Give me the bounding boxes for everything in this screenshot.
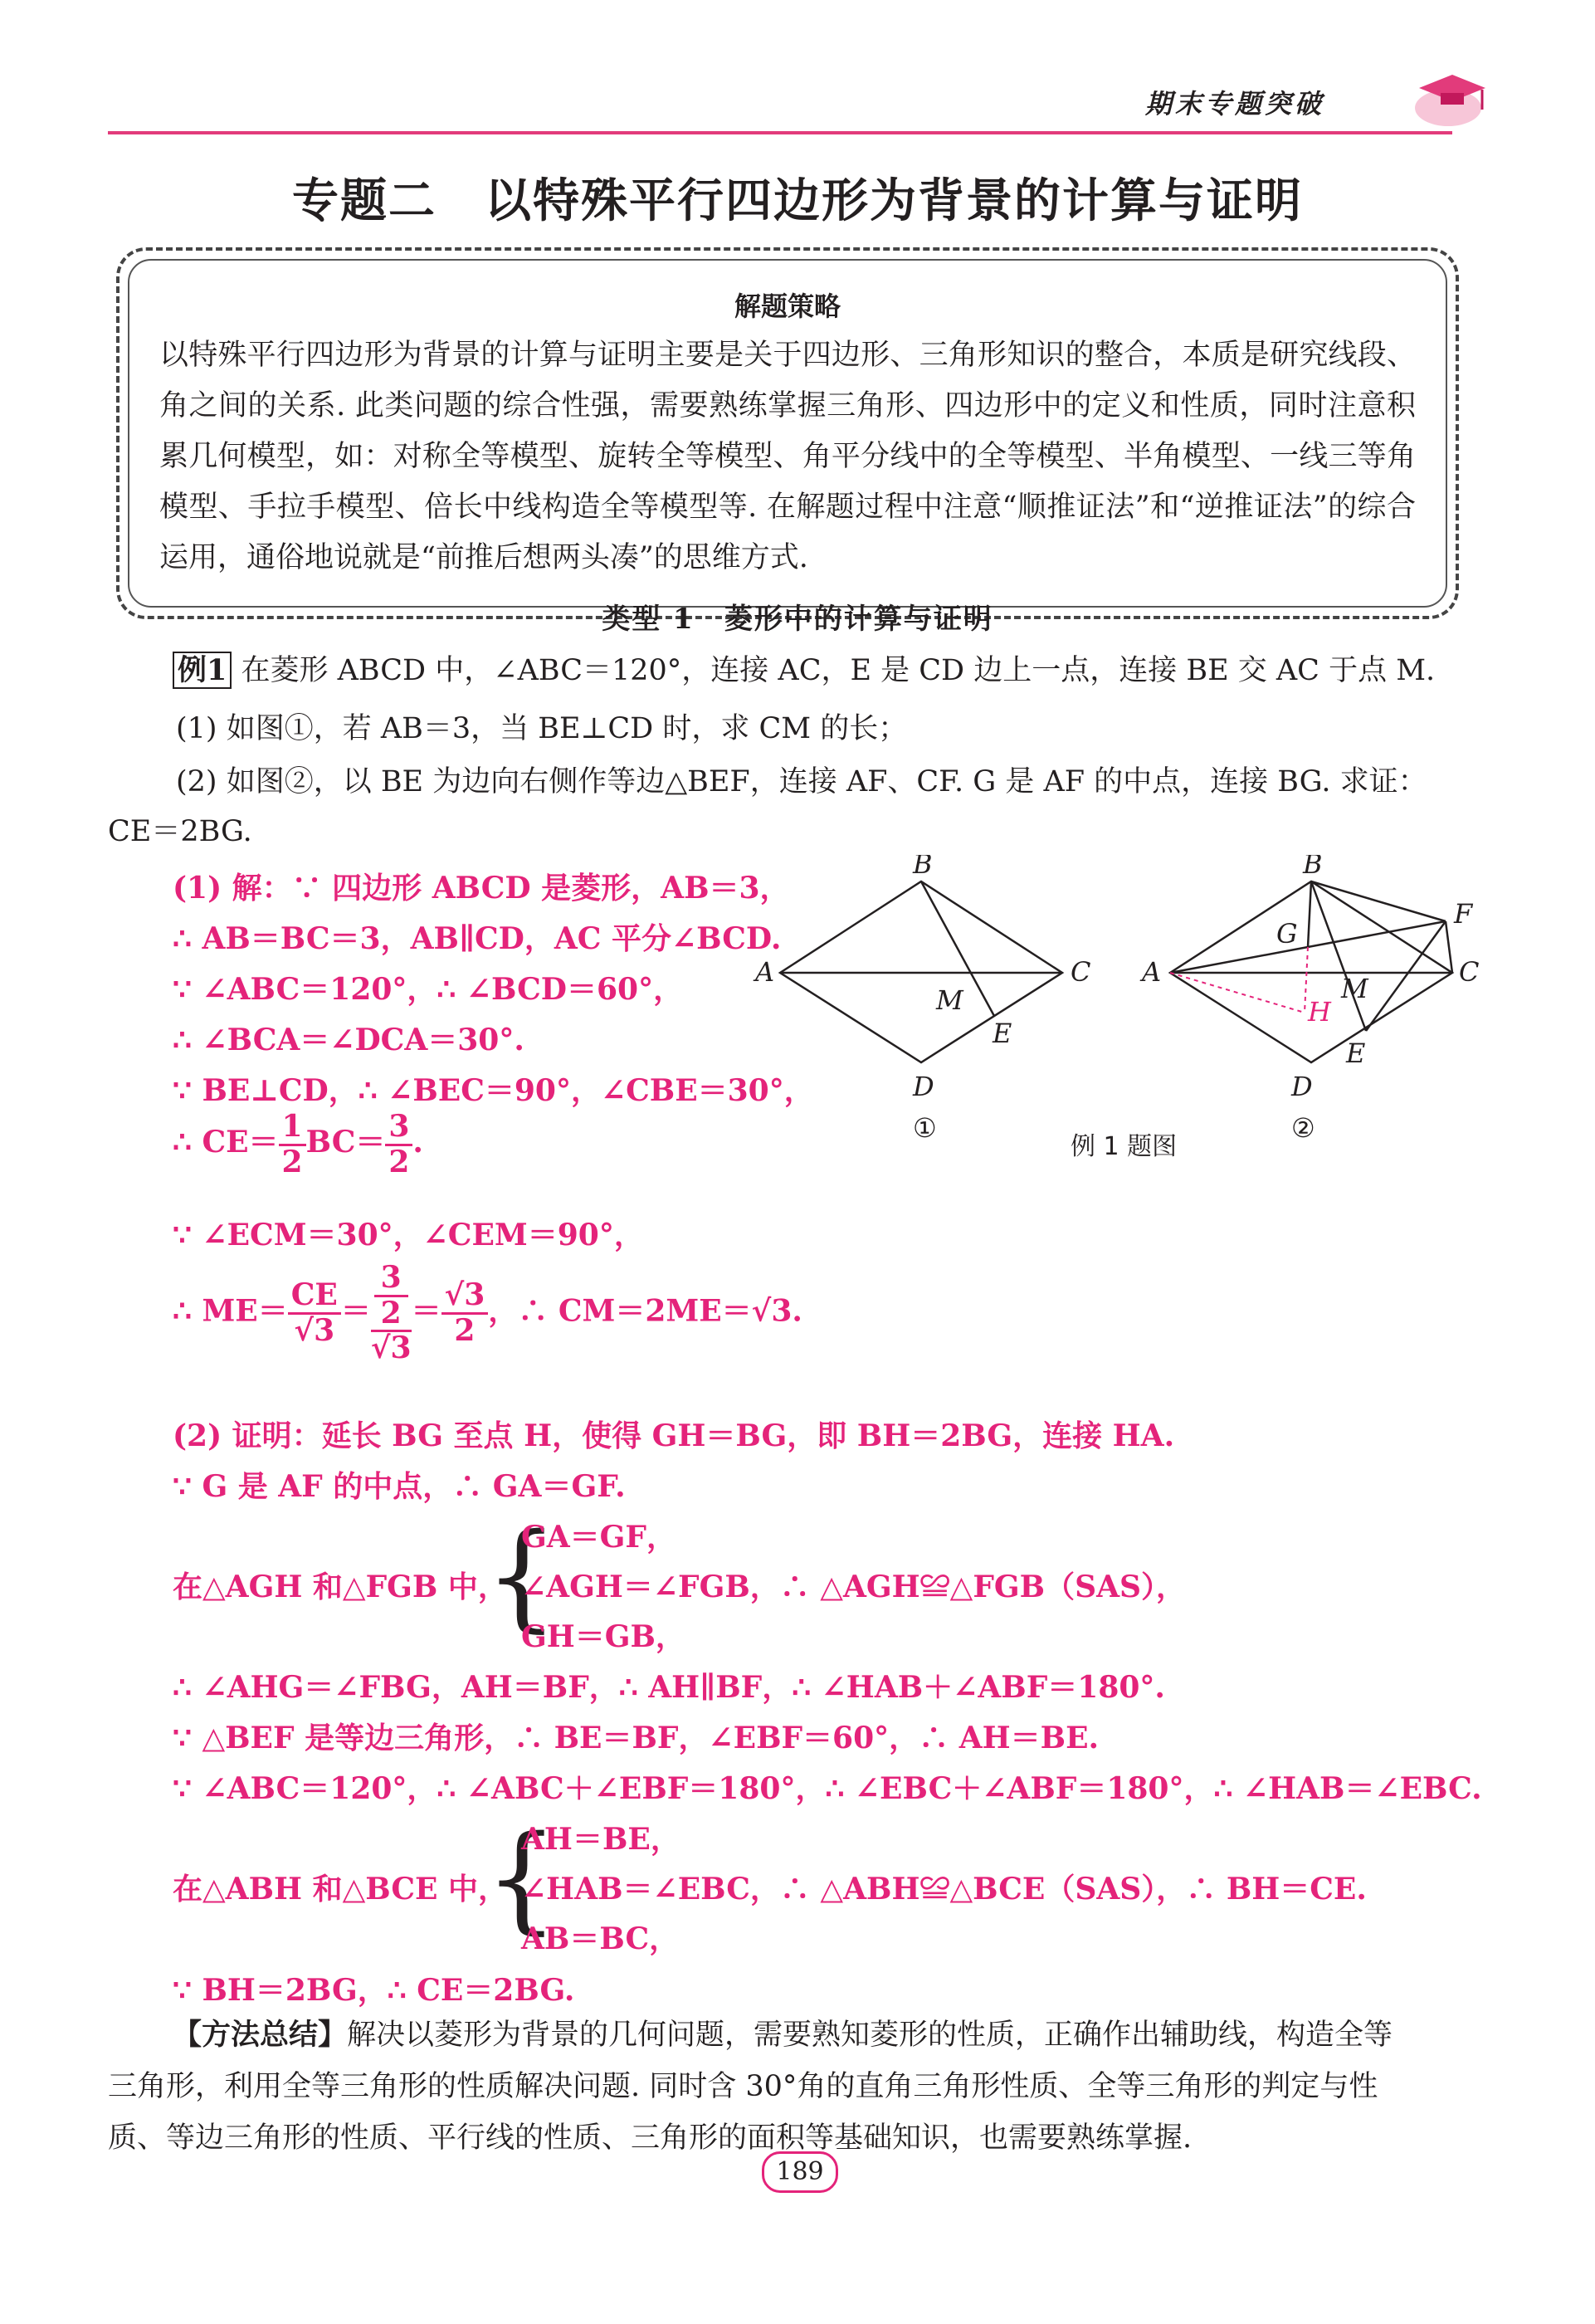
numerator xyxy=(371,1262,412,1332)
fig2-label-c: C xyxy=(1459,956,1480,988)
sol-line: ∵ G 是 AF 的中点，∴ GA＝GF. xyxy=(173,1469,626,1504)
segment-bg xyxy=(1308,881,1311,947)
method-line-3: 质、等边三角形的性质、平行线的性质、三角形的面积等基础知识，也需要熟练掌握. xyxy=(108,2121,1193,2155)
left-brace: { xyxy=(485,1811,559,1946)
figure-1 xyxy=(780,881,1062,1062)
fraction xyxy=(279,1111,306,1179)
figure-caption: 例 1 题图 xyxy=(1071,1132,1178,1161)
sol-line: ∵ ∠ABC＝120°，∴ ∠ABC＋∠EBF＝180°，∴ ∠EBC＋∠ABF＝180°，∴ ∠HAB＝∠EBC. xyxy=(173,1771,1482,1806)
denominator: √3 xyxy=(370,1330,412,1366)
sol-line: ∴ AB＝BC＝3，AB∥CD，AC 平分∠BCD. xyxy=(173,921,782,956)
fraction xyxy=(288,1279,341,1347)
question-1: (1) 如图①，若 AB＝3，当 BE⊥CD 时，求 CM 的长； xyxy=(176,712,908,745)
numerator: 3 xyxy=(374,1262,408,1297)
sol-text: GH＝GB， xyxy=(521,1619,685,1654)
fig1-number: ① xyxy=(913,1112,937,1144)
example-stem xyxy=(173,654,1435,687)
fig1-label-e: E xyxy=(993,1018,1012,1049)
type-title: 类型 1 菱形中的计算与证明 xyxy=(602,603,993,636)
strategy-heading: 解题策略 xyxy=(734,290,841,322)
page-title: 专题二 以特殊平行四边形为背景的计算与证明 xyxy=(292,173,1303,228)
fig2-number: ② xyxy=(1291,1112,1315,1144)
denominator: 2 xyxy=(388,1144,410,1179)
fig2-label-d: D xyxy=(1291,1071,1313,1102)
strategy-body: 以特殊平行四边形为背景的计算与证明主要是关于四边形、三角形知识的整合，本质是研究线段、角之间的关系. 此类问题的综合性强，需要熟练掌握三角形、四边形中的定义和性质，同时注意积累几何模型，如：对称全等模型、旋转全等模型、角平分线中的全等模型、半角模型、一线三等角模型、手拉手模型、倍长中线构造全等模型等. 在解题过程中注意“顺推证法”和“逆推证法”的综合运用，通俗地说就是“前推后想两头凑”的思维方式. xyxy=(159,339,1416,574)
sol-line: ∵ ∠ABC＝120°，∴ ∠BCD＝60°， xyxy=(173,972,684,1007)
question-2-end: CE＝2BG. xyxy=(108,815,252,848)
sol-line: ∵ BE⊥CD，∴ ∠BEC＝90°，∠CBE＝30°， xyxy=(173,1073,814,1108)
nested-fraction xyxy=(371,1262,412,1365)
header-rule xyxy=(108,131,1452,134)
auxiliary-lines xyxy=(1170,947,1308,1013)
fig1-label-d: D xyxy=(913,1071,934,1102)
method-text: 解决以菱形为背景的几何问题，需要熟知菱形的性质，正确作出辅助线，构造全等 xyxy=(347,2019,1393,2052)
sol-line: (1) 解：∵ 四边形 ABCD 是菱形，AB＝3， xyxy=(173,871,790,906)
figure-2 xyxy=(1170,881,1452,1062)
sol-text: GA＝GF， xyxy=(521,1520,676,1555)
left-brace: { xyxy=(485,1509,559,1644)
sol-text: ∴ ME＝ xyxy=(173,1293,288,1329)
question-2: (2) 如图②，以 BE 为边向右侧作等边△BEF，连接 AF、CF. G 是 AF 的中点，连接 BG. 求证： xyxy=(176,765,1427,798)
sol-text: ∠HAB＝∠EBC，∴ △ABH≌△BCE（SAS），∴ BH＝CE. xyxy=(521,1872,1367,1907)
sol-line-fraction xyxy=(173,1111,423,1179)
fig2-label-f: F xyxy=(1454,898,1473,930)
sol-text: ＝ xyxy=(340,1293,371,1329)
sol-text: ∴ CE＝ xyxy=(173,1125,279,1160)
sol-text: ∠AGH＝∠FGB，∴ △AGH≌△FGB（SAS）， xyxy=(521,1570,1186,1604)
segment-cf xyxy=(1446,921,1452,973)
sol-text: 在△AGH 和△FGB 中， xyxy=(173,1570,508,1604)
fig1-label-m: M xyxy=(936,984,963,1016)
sol-text: AH＝BE， xyxy=(521,1822,680,1857)
numerator: √3 xyxy=(441,1279,489,1315)
denominator: 2 xyxy=(380,1295,402,1330)
fig2-label-b: B xyxy=(1303,855,1323,880)
denominator: 2 xyxy=(454,1312,476,1348)
method-tag: 【方法总结】 xyxy=(173,2018,348,2052)
header-label: 期末专题突破 xyxy=(1145,88,1325,120)
sol-line: ∴ ∠AHG＝∠FBG，AH＝BF，∴ AH∥BF，∴ ∠HAB＋∠ABF＝180°. xyxy=(173,1670,1165,1705)
sol-line-fraction xyxy=(173,1262,802,1365)
denominator: 2 xyxy=(281,1144,303,1179)
fig1-label-b: B xyxy=(913,855,933,880)
sol-line: ∵ ∠ECM＝30°，∠CEM＝90°， xyxy=(173,1218,644,1252)
strategy-box xyxy=(116,247,1459,619)
segment-ef xyxy=(1366,921,1446,1031)
sol-text: ＝ xyxy=(411,1293,441,1329)
fig2-label-m: M xyxy=(1341,973,1368,1004)
sol-line: (2) 证明：延长 BG 至点 H，使得 GH＝BG，即 BH＝2BG，连接 HA. xyxy=(173,1418,1175,1453)
numerator: 1 xyxy=(279,1111,306,1146)
fig1-label-c: C xyxy=(1071,956,1091,988)
denominator: √3 xyxy=(294,1312,335,1348)
example-tag: 例1 xyxy=(173,652,232,689)
fraction xyxy=(441,1279,489,1347)
sol-text: AB＝BC， xyxy=(521,1921,680,1956)
example-stem-text: 在菱形 ABCD 中，∠ABC＝120°，连接 AC，E 是 CD 边上一点，连接 BE 交 AC 于点 M. xyxy=(241,654,1436,687)
sol-text: 在△ABH 和△BCE 中， xyxy=(173,1872,508,1907)
sol-text: BC＝ xyxy=(305,1125,386,1160)
sol-line: ∴ ∠BCA＝∠DCA＝30°. xyxy=(173,1023,524,1057)
numerator: CE xyxy=(288,1279,341,1315)
fig2-label-h: H xyxy=(1308,996,1331,1028)
numerator: 3 xyxy=(385,1111,412,1146)
fig2-label-e: E xyxy=(1346,1038,1366,1069)
sol-line: ∵ △BEF 是等边三角形，∴ BE＝BF，∠EBF＝60°，∴ AH＝BE. xyxy=(173,1721,1100,1755)
segment-bf xyxy=(1311,881,1446,921)
fraction xyxy=(385,1111,412,1179)
fig2-label-a: A xyxy=(1142,956,1162,988)
fig1-label-a: A xyxy=(755,956,775,988)
sol-text: ，∴ CM＝2ME＝√3. xyxy=(488,1293,802,1329)
page-number: 189 xyxy=(762,2151,838,2193)
sol-line: ∵ BH＝2BG，∴ CE＝2BG. xyxy=(173,1973,575,2008)
method-line-1 xyxy=(173,2019,1393,2052)
sol-text: . xyxy=(412,1125,423,1160)
graduation-cap-icon xyxy=(1402,58,1494,133)
method-line-2: 三角形，利用全等三角形的性质解决问题. 同时含 30°角的直角三角形性质、全等三角形的判定与性 xyxy=(108,2070,1378,2103)
fig2-label-g: G xyxy=(1276,918,1298,950)
